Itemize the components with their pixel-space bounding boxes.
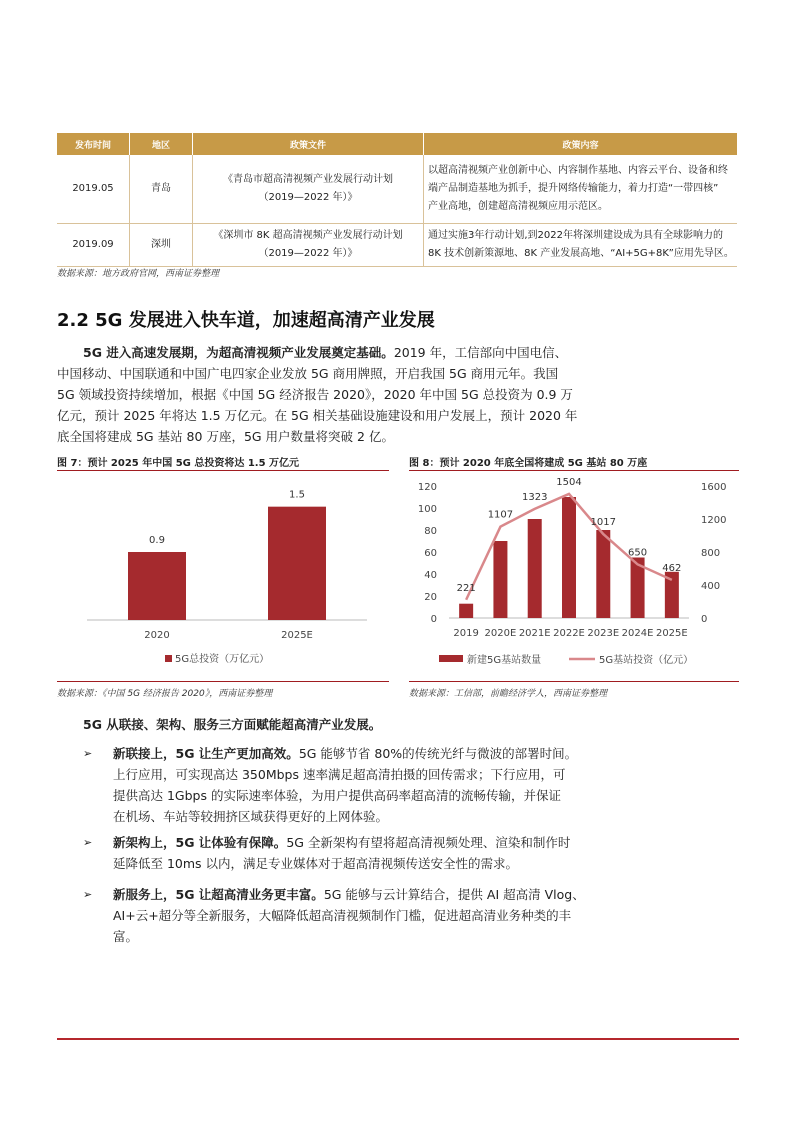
table-row — [57, 155, 737, 224]
x-tick-label: 2022E — [553, 628, 585, 639]
left-tick-label: 0 — [430, 614, 437, 625]
content-line: 产业高地，创建超高清视频应用示范区。 — [428, 201, 608, 212]
left-tick-label: 100 — [417, 504, 437, 515]
footer-rule — [57, 1038, 739, 1040]
doc-line: （2019—2022 年）》 — [258, 192, 358, 203]
cell-doc — [193, 224, 424, 267]
para-line: 5G 领域投资持续增加，根据《中国 5G 经济报告 2020》，2020 年中国 5G 总投资为 0.9 万 — [57, 387, 573, 402]
table-source: 数据来源：地方政府官网，西南证券整理 — [57, 269, 220, 279]
left-tick-label: 40 — [424, 570, 437, 581]
section-paragraph — [57, 342, 737, 447]
bullet-line — [113, 832, 603, 853]
legend-swatch-bar — [439, 655, 463, 662]
x-tick-label: 2024E — [621, 628, 654, 639]
right-tick-label: 0 — [701, 614, 708, 625]
para-line: 底全国将建成 5G 基站 80 万座，5G 用户数量将突破 2 亿。 — [57, 429, 394, 444]
bullets-heading: 5G 从联接、架构、服务三方面赋能超高清产业发展。 — [83, 717, 382, 732]
fig7-title-rule — [57, 470, 389, 471]
x-tick-label: 2020E — [484, 628, 517, 639]
bar — [268, 507, 326, 620]
line-data-label: 1504 — [556, 476, 582, 488]
bullet-text: 5G 全新架构有望将超高清视频处理、渲染和制作时 — [286, 835, 571, 850]
line-data-label: 650 — [628, 547, 648, 559]
bar — [528, 519, 542, 618]
bullet-line: 延降低至 10ms 以内，满足专业媒体对于超高清视频传送安全性的需求。 — [113, 856, 519, 871]
bullet-text: 5G 能够节省 80%的传统光纤与微波的部署时间。 — [298, 746, 578, 761]
x-tick-label: 2025E — [281, 630, 313, 641]
bullet-bold: 新架构上，5G 让体验有保障。 — [113, 835, 287, 850]
doc-line: 《深圳市 8K 超高清视频产业发展行动计划 — [213, 230, 403, 241]
x-tick-label: 2021E — [518, 628, 551, 639]
right-tick-label: 400 — [701, 581, 721, 592]
bar — [562, 497, 576, 618]
fig7-title: 图 7：预计 2025 年中国 5G 总投资将达 1.5 万亿元 — [57, 458, 300, 469]
legend-label: 5G总投资（万亿元） — [175, 654, 270, 665]
bullet-line: 上行应用，可实现高达 350Mbps 速率满足超高清拍摄的回传需求；下行应用，可 — [113, 767, 566, 782]
doc-line: （2019—2022 年）》 — [258, 248, 358, 259]
doc-line: 《青岛市超高清视频产业发展行动计划 — [223, 174, 393, 185]
x-tick-label: 2023E — [587, 628, 620, 639]
left-tick-label: 80 — [424, 526, 437, 537]
right-tick-label: 1200 — [701, 515, 727, 526]
bullet-text: 5G 能够与云计算结合，提供 AI 超高清 Vlog、 — [323, 887, 585, 902]
table-header: 政策文件 — [193, 133, 424, 155]
policy-table — [57, 133, 737, 267]
fig7-chart — [57, 474, 389, 678]
fig8-chart — [409, 474, 741, 678]
left-tick-label: 60 — [424, 548, 437, 559]
bullet-line: 富。 — [113, 929, 139, 944]
table-header: 发布时间 — [57, 133, 130, 155]
left-tick-label: 20 — [424, 592, 437, 603]
fig7-source: 数据来源：《中国 5G 经济报告 2020》，西南证券整理 — [57, 689, 273, 699]
bullet-bold: 新联接上，5G 让生产更加高效。 — [113, 746, 299, 761]
bullet-line: 在机场、车站等较拥挤区域获得更好的上网体验。 — [113, 809, 389, 824]
table-header: 政策内容 — [424, 133, 738, 155]
bullet-3 — [83, 884, 603, 947]
bullet-line: 提供高达 1Gbps 的实际速率体验，为用户提供高码率超高清的流畅传输，并保证 — [113, 788, 561, 803]
line-data-label: 1107 — [487, 509, 514, 521]
line-data-label: 1017 — [590, 517, 617, 529]
line-data-label: 221 — [456, 582, 476, 594]
data-label: 1.5 — [289, 489, 305, 501]
para-line: 中国移动、中国联通和中国广电四家企业发放 5G 商用牌照，开启我国 5G 商用元年。我国 — [57, 366, 559, 381]
cell-doc — [193, 155, 424, 224]
right-tick-label: 800 — [701, 548, 721, 559]
cell-date: 2019.09 — [57, 224, 130, 267]
bullet-line — [113, 884, 603, 905]
content-line: 端产品制造基地为抓手，提升网络传输能力，着力打造“一带四核” — [428, 183, 719, 194]
bullet-bold: 新服务上，5G 让超高清业务更丰富。 — [113, 887, 324, 902]
bullet-line: AI+云+超分等全新服务，大幅降低超高清视频制作门槛，促进超高清业务种类的丰 — [113, 908, 572, 923]
para-line — [57, 342, 737, 363]
cell-area: 深圳 — [130, 224, 193, 267]
table-header: 地区 — [130, 133, 193, 155]
cell-date: 2019.05 — [57, 155, 130, 224]
bullet-line — [113, 743, 603, 764]
line-data-label: 462 — [662, 562, 682, 574]
bullet-marker-icon: ➢ — [83, 747, 93, 760]
bullet-1 — [83, 743, 603, 827]
x-tick-label: 2019 — [453, 628, 479, 639]
para-bold: 5G 进入高速发展期，为超高清视频产业发展奠定基础。 — [83, 345, 394, 360]
fig8-source: 数据来源：工信部，前瞻经济学人，西南证券整理 — [409, 689, 608, 699]
legend-swatch — [165, 655, 172, 662]
content-line: 以超高清视频产业创新中心、内容制作基地、内容云平台、设备和终 — [428, 165, 728, 176]
fig8-bottom-rule — [409, 681, 739, 682]
bullet-marker-icon: ➢ — [83, 888, 93, 901]
content-line: 通过实施3年行动计划,到2022年将深圳建设成为具有全球影响力的 — [428, 230, 723, 241]
right-tick-label: 1600 — [701, 482, 727, 493]
cell-content — [424, 155, 738, 224]
cell-content — [424, 224, 738, 267]
x-tick-label: 2020 — [144, 630, 170, 641]
cell-area: 青岛 — [130, 155, 193, 224]
section-title: 2.2 5G 发展进入快车道，加速超高清产业发展 — [57, 310, 435, 331]
data-label: 0.9 — [149, 535, 165, 546]
bar — [493, 541, 507, 618]
x-tick-label: 2025E — [655, 628, 688, 639]
line-data-label: 1323 — [521, 491, 548, 503]
table-row — [57, 224, 737, 267]
content-line: 8K 技术创新策源地、8K 产业发展高地、“AI+5G+8K”应用先导区。 — [428, 248, 734, 259]
legend-label-line: 5G基站投资（亿元） — [599, 655, 694, 666]
fig7-bottom-rule — [57, 681, 389, 682]
bar — [459, 604, 473, 618]
para-text: 2019 年，工信部向中国电信、 — [393, 345, 568, 360]
legend-label-bar: 新建5G基站数量 — [467, 655, 542, 666]
fig8-title-rule — [409, 470, 739, 471]
bar — [128, 552, 186, 620]
left-tick-label: 120 — [417, 482, 437, 493]
para-line: 亿元，预计 2025 年将达 1.5 万亿元。在 5G 相关基础设施建设和用户发展上，预计 2020 年 — [57, 408, 578, 423]
bar — [596, 530, 610, 618]
fig8-title: 图 8：预计 2020 年底全国将建成 5G 基站 80 万座 — [409, 458, 648, 469]
bullet-2 — [83, 832, 603, 874]
bullet-marker-icon: ➢ — [83, 836, 93, 849]
